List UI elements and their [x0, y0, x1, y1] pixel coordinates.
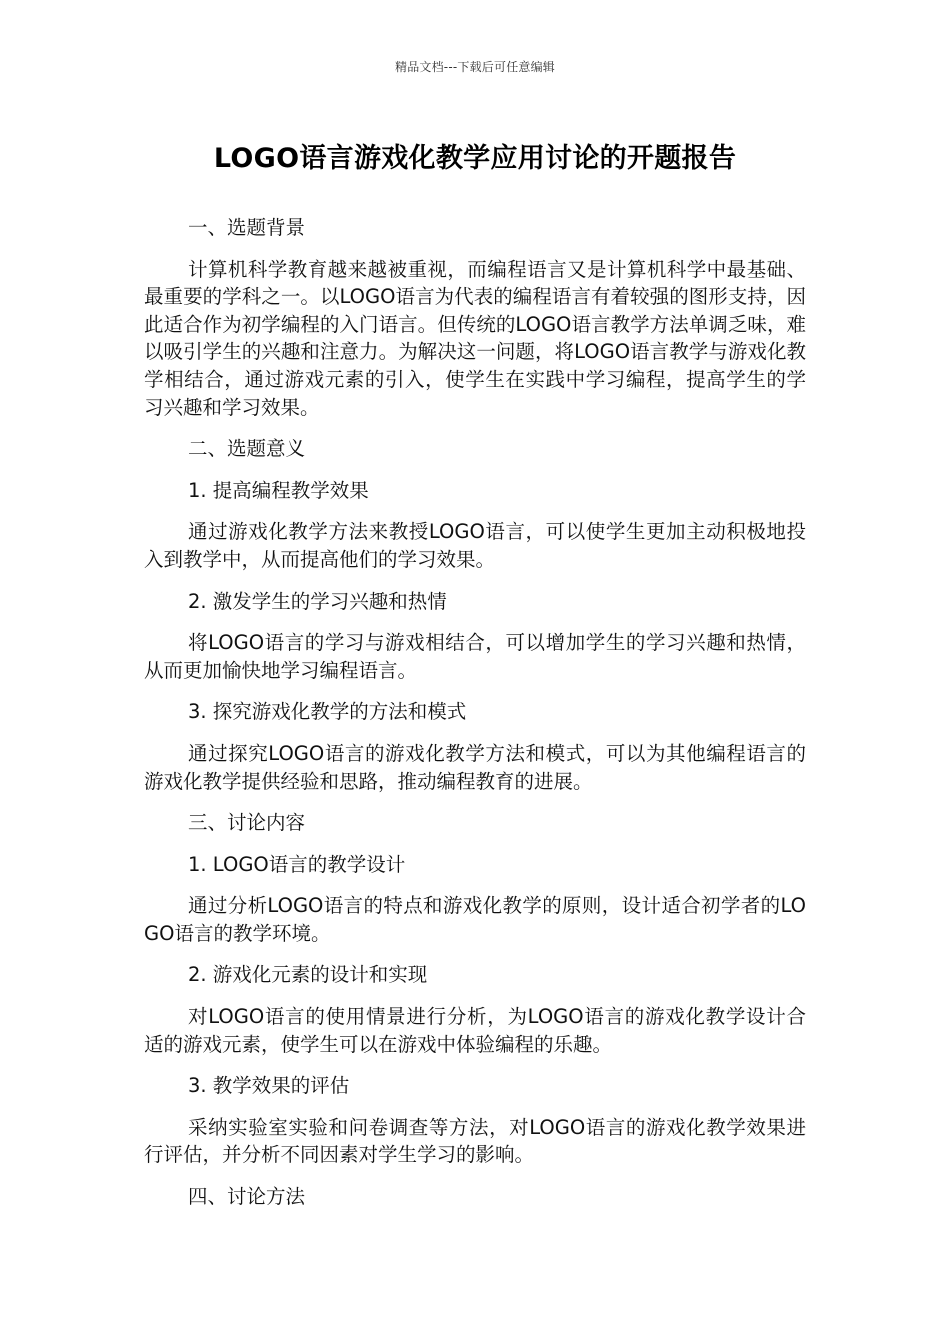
document-body: [144, 214, 806, 1225]
subheading-content-1: 1. LOGO语言的教学设计: [188, 852, 406, 876]
section-heading-background: 一、选题背景: [188, 216, 306, 239]
section-heading-content: 三、讨论内容: [188, 811, 306, 835]
paragraph-significance-1: 通过游戏化教学方法来教授LOGO语言，可以使学生更加主动积极地投入到教学中，从而提高他们的学习效果。: [144, 520, 806, 571]
subheading-content-3: 3. 教学效果的评估: [188, 1074, 350, 1098]
subheading-significance-3: 3. 探究游戏化教学的方法和模式: [188, 700, 467, 724]
paragraph-significance-2: 将LOGO语言的学习与游戏相结合，可以增加学生的学习兴趣和热情，从而更加愉快地学习编程语言。: [144, 631, 806, 682]
section-paragraph-background: 计算机科学教育越来越被重视，而编程语言又是计算机科学中最基础、最重要的学科之一。以LOGO语言为代表的编程语言有着较强的图形支持，因此适合作为初学编程的入门语言。但传统的LOGO语言教学方法单调乏味，难以吸引学生的兴趣和注意力。为解决这一问题，将LOGO语言教学与游戏化教学相结合，通过游戏元素的引入，使学生在实践中学习编程，提高学生的学习兴趣和学习效果。: [144, 257, 806, 419]
section-heading-method: 四、讨论方法: [188, 1185, 306, 1209]
subheading-significance-1: 1. 提高编程教学效果: [188, 478, 369, 502]
header-watermark: 精品文档---下载后可任意编辑: [395, 60, 555, 74]
document-title: LOGO语言游戏化教学应用讨论的开题报告: [213, 143, 737, 174]
paragraph-content-1: 通过分析LOGO语言的特点和游戏化教学的原则，设计适合初学者的LOGO语言的教学环境。: [144, 894, 806, 945]
paragraph-content-2: 对LOGO语言的使用情景进行分析，为LOGO语言的游戏化教学设计合适的游戏元素，使学生可以在游戏中体验编程的乐趣。: [144, 1005, 806, 1056]
subheading-content-2: 2. 游戏化元素的设计和实现: [188, 963, 428, 987]
section-heading-significance: 二、选题意义: [188, 437, 306, 461]
paragraph-content-3: 采纳实验室实验和问卷调查等方法，对LOGO语言的游戏化教学效果进行评估，并分析不同因素对学生学习的影响。: [144, 1115, 806, 1167]
subheading-significance-2: 2. 激发学生的学习兴趣和热情: [188, 589, 447, 613]
paragraph-significance-3: 通过探究LOGO语言的游戏化教学方法和模式，可以为其他编程语言的游戏化教学提供经验和思路，推动编程教育的进展。: [144, 741, 806, 793]
